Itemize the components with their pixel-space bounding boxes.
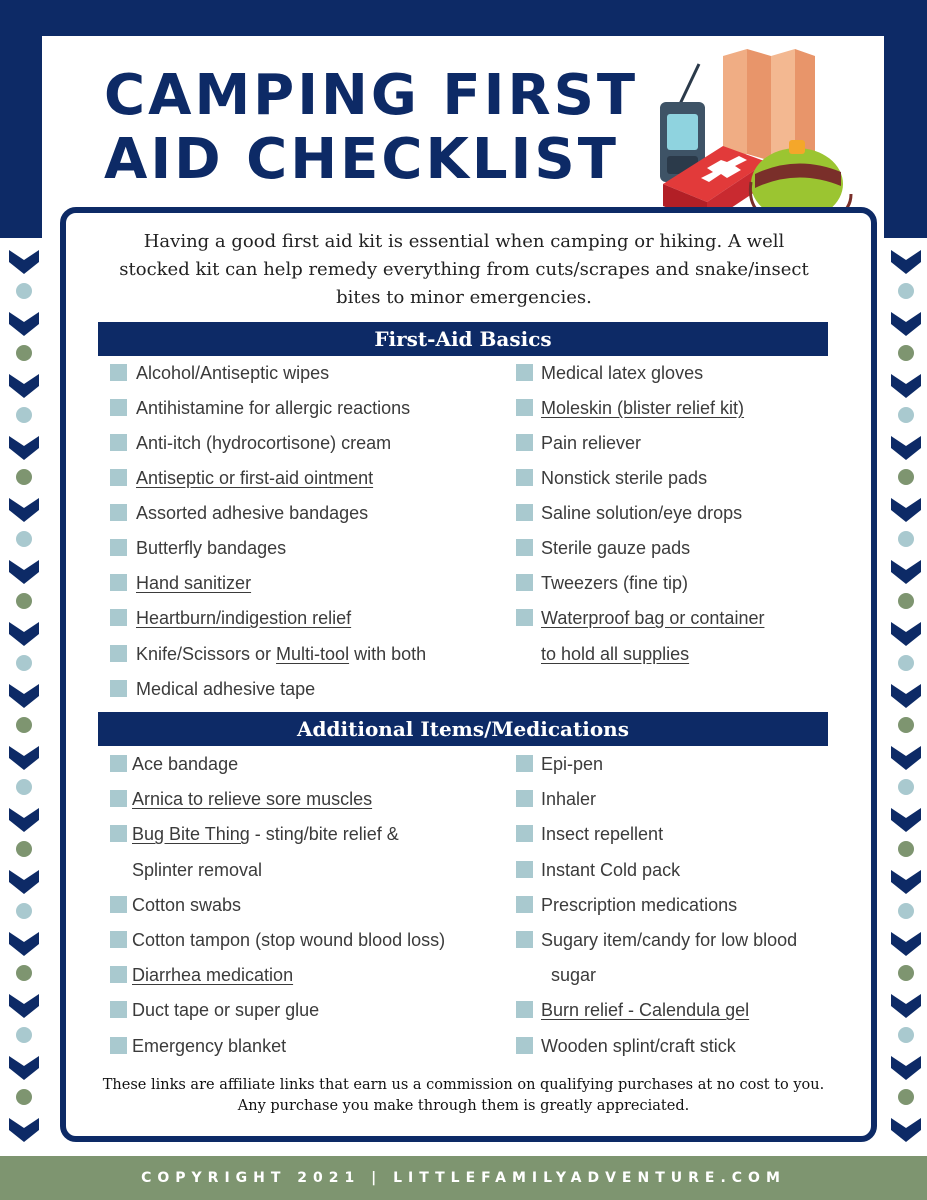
chevron-icon bbox=[891, 312, 921, 336]
dot-icon bbox=[16, 965, 32, 981]
checkbox[interactable] bbox=[110, 1037, 127, 1054]
checkbox[interactable] bbox=[516, 790, 533, 807]
checkbox[interactable] bbox=[110, 469, 127, 486]
item-label: Inhaler bbox=[541, 789, 597, 809]
chevron-icon bbox=[9, 560, 39, 584]
dot-icon bbox=[16, 345, 32, 361]
checkbox[interactable] bbox=[516, 755, 533, 772]
checkbox[interactable] bbox=[516, 504, 533, 521]
dot-icon bbox=[16, 1027, 32, 1043]
chevron-icon bbox=[9, 994, 39, 1018]
chevron-icon bbox=[891, 498, 921, 522]
item-label: Emergency blanket bbox=[132, 1036, 287, 1056]
item-label bbox=[136, 637, 426, 672]
checkbox[interactable] bbox=[110, 399, 127, 416]
item-label: Alcohol/Antiseptic wipes bbox=[136, 363, 330, 383]
left-decoration bbox=[9, 244, 39, 1144]
dot-icon bbox=[898, 1089, 914, 1105]
chevron-icon bbox=[891, 808, 921, 832]
item-text-post: with both bbox=[349, 644, 427, 664]
affiliate-disclaimer bbox=[100, 1075, 827, 1117]
chevron-icon bbox=[9, 746, 39, 770]
item-link[interactable]: Diarrhea medication bbox=[132, 965, 294, 985]
dot-icon bbox=[898, 531, 914, 547]
item-label: Splinter removal bbox=[132, 860, 263, 880]
checkbox[interactable] bbox=[516, 896, 533, 913]
dot-icon bbox=[898, 345, 914, 361]
checkbox[interactable] bbox=[110, 645, 127, 662]
checkbox[interactable] bbox=[516, 1001, 533, 1018]
title-line-2: AID CHECKLIST bbox=[104, 127, 619, 192]
checkbox[interactable] bbox=[516, 469, 533, 486]
chevron-icon bbox=[9, 622, 39, 646]
chevron-icon bbox=[891, 1056, 921, 1080]
chevron-icon bbox=[9, 1118, 39, 1142]
section-header-basics: First-Aid Basics bbox=[98, 322, 828, 356]
item-label: Sugary item/candy for low blood bbox=[541, 930, 798, 950]
checkbox[interactable] bbox=[110, 364, 127, 381]
chevron-icon bbox=[9, 374, 39, 398]
copyright-footer: COPYRIGHT 2021 | LITTLEFAMILYADVENTURE.COM bbox=[0, 1156, 927, 1200]
item-label: Butterfly bandages bbox=[136, 538, 287, 558]
dot-icon bbox=[16, 717, 32, 733]
dot-icon bbox=[16, 655, 32, 671]
item-label: Cotton swabs bbox=[132, 895, 242, 915]
item-label: Sterile gauze pads bbox=[541, 538, 691, 558]
item-label: Cotton tampon (stop wound blood loss) bbox=[132, 930, 446, 950]
item-link[interactable]: Moleskin (blister relief kit) bbox=[541, 398, 745, 418]
section-header-additional: Additional Items/Medications bbox=[98, 712, 828, 746]
chevron-icon bbox=[9, 808, 39, 832]
item-label: sugar bbox=[551, 965, 597, 985]
dot-icon bbox=[16, 841, 32, 857]
chevron-icon bbox=[891, 436, 921, 460]
chevron-icon bbox=[9, 312, 39, 336]
chevron-icon bbox=[9, 684, 39, 708]
dot-icon bbox=[16, 593, 32, 609]
checkbox[interactable] bbox=[516, 434, 533, 451]
checkbox[interactable] bbox=[110, 434, 127, 451]
chevron-icon bbox=[9, 932, 39, 956]
chevron-icon bbox=[891, 622, 921, 646]
item-label: Medical adhesive tape bbox=[136, 679, 316, 699]
item-link[interactable]: Waterproof bag or container bbox=[541, 608, 765, 628]
item-label: Tweezers (fine tip) bbox=[541, 573, 689, 593]
checkbox[interactable] bbox=[516, 364, 533, 381]
item-text-post: - sting/bite relief & bbox=[249, 824, 399, 844]
dot-icon bbox=[898, 965, 914, 981]
chevron-icon bbox=[9, 250, 39, 274]
chevron-icon bbox=[891, 684, 921, 708]
item-label: Nonstick sterile pads bbox=[541, 468, 708, 488]
dot-icon bbox=[898, 283, 914, 299]
item-link[interactable]: Burn relief - Calendula gel bbox=[541, 1000, 750, 1020]
item-link[interactable]: Hand sanitizer bbox=[136, 573, 252, 593]
dot-icon bbox=[16, 407, 32, 423]
dot-icon bbox=[898, 407, 914, 423]
dot-icon bbox=[898, 469, 914, 485]
dot-icon bbox=[16, 283, 32, 299]
disclaimer-line-2: Any purchase you make through them is greatly appreciated. bbox=[237, 1098, 690, 1114]
checkbox[interactable] bbox=[516, 609, 533, 626]
checkbox[interactable] bbox=[110, 825, 127, 842]
dot-icon bbox=[898, 655, 914, 671]
item-label: Antihistamine for allergic reactions bbox=[136, 398, 411, 418]
checkbox[interactable] bbox=[516, 1037, 533, 1054]
checkbox[interactable] bbox=[110, 504, 127, 521]
checkbox[interactable] bbox=[110, 931, 127, 948]
checkbox[interactable] bbox=[516, 825, 533, 842]
dot-icon bbox=[16, 531, 32, 547]
dot-icon bbox=[898, 903, 914, 919]
item-label: Wooden splint/craft stick bbox=[541, 1036, 736, 1056]
checkbox[interactable] bbox=[110, 790, 127, 807]
checkbox[interactable] bbox=[516, 399, 533, 416]
chevron-icon bbox=[891, 250, 921, 274]
item-link[interactable]: Antiseptic or first-aid ointment bbox=[136, 468, 374, 488]
item-link[interactable]: Arnica to relieve sore muscles bbox=[132, 789, 373, 809]
camping-gear-illustration bbox=[655, 44, 860, 234]
item-label: Duct tape or super glue bbox=[132, 1000, 320, 1020]
dot-icon bbox=[898, 593, 914, 609]
item-label: Medical latex gloves bbox=[541, 363, 704, 383]
checkbox[interactable] bbox=[110, 1001, 127, 1018]
dot-icon bbox=[16, 1089, 32, 1105]
chevron-dot-pattern-right bbox=[891, 244, 921, 1144]
item-label: Saline solution/eye drops bbox=[541, 503, 743, 523]
chevron-icon bbox=[891, 1118, 921, 1142]
chevron-icon bbox=[891, 560, 921, 584]
chevron-icon bbox=[9, 436, 39, 460]
chevron-icon bbox=[891, 994, 921, 1018]
checkbox[interactable] bbox=[110, 755, 127, 772]
item-link[interactable]: to hold all supplies bbox=[541, 644, 690, 664]
chevron-icon bbox=[891, 746, 921, 770]
item-link[interactable]: Heartburn/indigestion relief bbox=[136, 608, 352, 628]
item-text-pre: Knife/Scissors or bbox=[136, 644, 277, 664]
title-line-1: CAMPING FIRST bbox=[104, 63, 639, 128]
chevron-icon bbox=[891, 932, 921, 956]
dot-icon bbox=[16, 903, 32, 919]
item-label: Insect repellent bbox=[541, 824, 664, 844]
chevron-icon bbox=[891, 870, 921, 894]
dot-icon bbox=[898, 779, 914, 795]
checkbox[interactable] bbox=[516, 539, 533, 556]
checkbox[interactable] bbox=[110, 574, 127, 591]
item-label: Epi-pen bbox=[541, 754, 604, 774]
checkbox[interactable] bbox=[110, 539, 127, 556]
item-label: Pain reliever bbox=[541, 433, 642, 453]
item-label: Ace bandage bbox=[132, 754, 239, 774]
disclaimer-line-1: These links are affiliate links that earn us a commission on qualifying purchases at no cost to you. bbox=[102, 1077, 825, 1093]
dot-icon bbox=[16, 779, 32, 795]
item-label: Assorted adhesive bandages bbox=[136, 503, 369, 523]
checkbox[interactable] bbox=[110, 966, 127, 983]
dot-icon bbox=[898, 1027, 914, 1043]
chevron-icon bbox=[9, 498, 39, 522]
chevron-dot-pattern-left bbox=[9, 244, 39, 1144]
chevron-icon bbox=[9, 1056, 39, 1080]
checkbox[interactable] bbox=[110, 896, 127, 913]
checkbox[interactable] bbox=[110, 609, 127, 626]
checkbox[interactable] bbox=[516, 931, 533, 948]
item-link[interactable]: Bug Bite Thing bbox=[132, 824, 250, 844]
item-link[interactable]: Multi-tool bbox=[276, 644, 350, 664]
page-title bbox=[104, 64, 664, 192]
item-label: Instant Cold pack bbox=[541, 860, 681, 880]
item-label: Anti-itch (hydrocortisone) cream bbox=[136, 433, 392, 453]
checkbox[interactable] bbox=[516, 574, 533, 591]
checkbox[interactable] bbox=[110, 680, 127, 697]
right-decoration bbox=[891, 244, 921, 1144]
checkbox[interactable] bbox=[516, 861, 533, 878]
dot-icon bbox=[898, 717, 914, 733]
item-label bbox=[132, 817, 399, 852]
dot-icon bbox=[16, 469, 32, 485]
item-label: Prescription medications bbox=[541, 895, 738, 915]
chevron-icon bbox=[9, 870, 39, 894]
chevron-icon bbox=[891, 374, 921, 398]
dot-icon bbox=[898, 841, 914, 857]
intro-text: Having a good first aid kit is essential when camping or hiking. A well stocked kit can help remedy everything from cuts/scrapes and snake/insect bites to minor emergencies. bbox=[119, 231, 809, 308]
